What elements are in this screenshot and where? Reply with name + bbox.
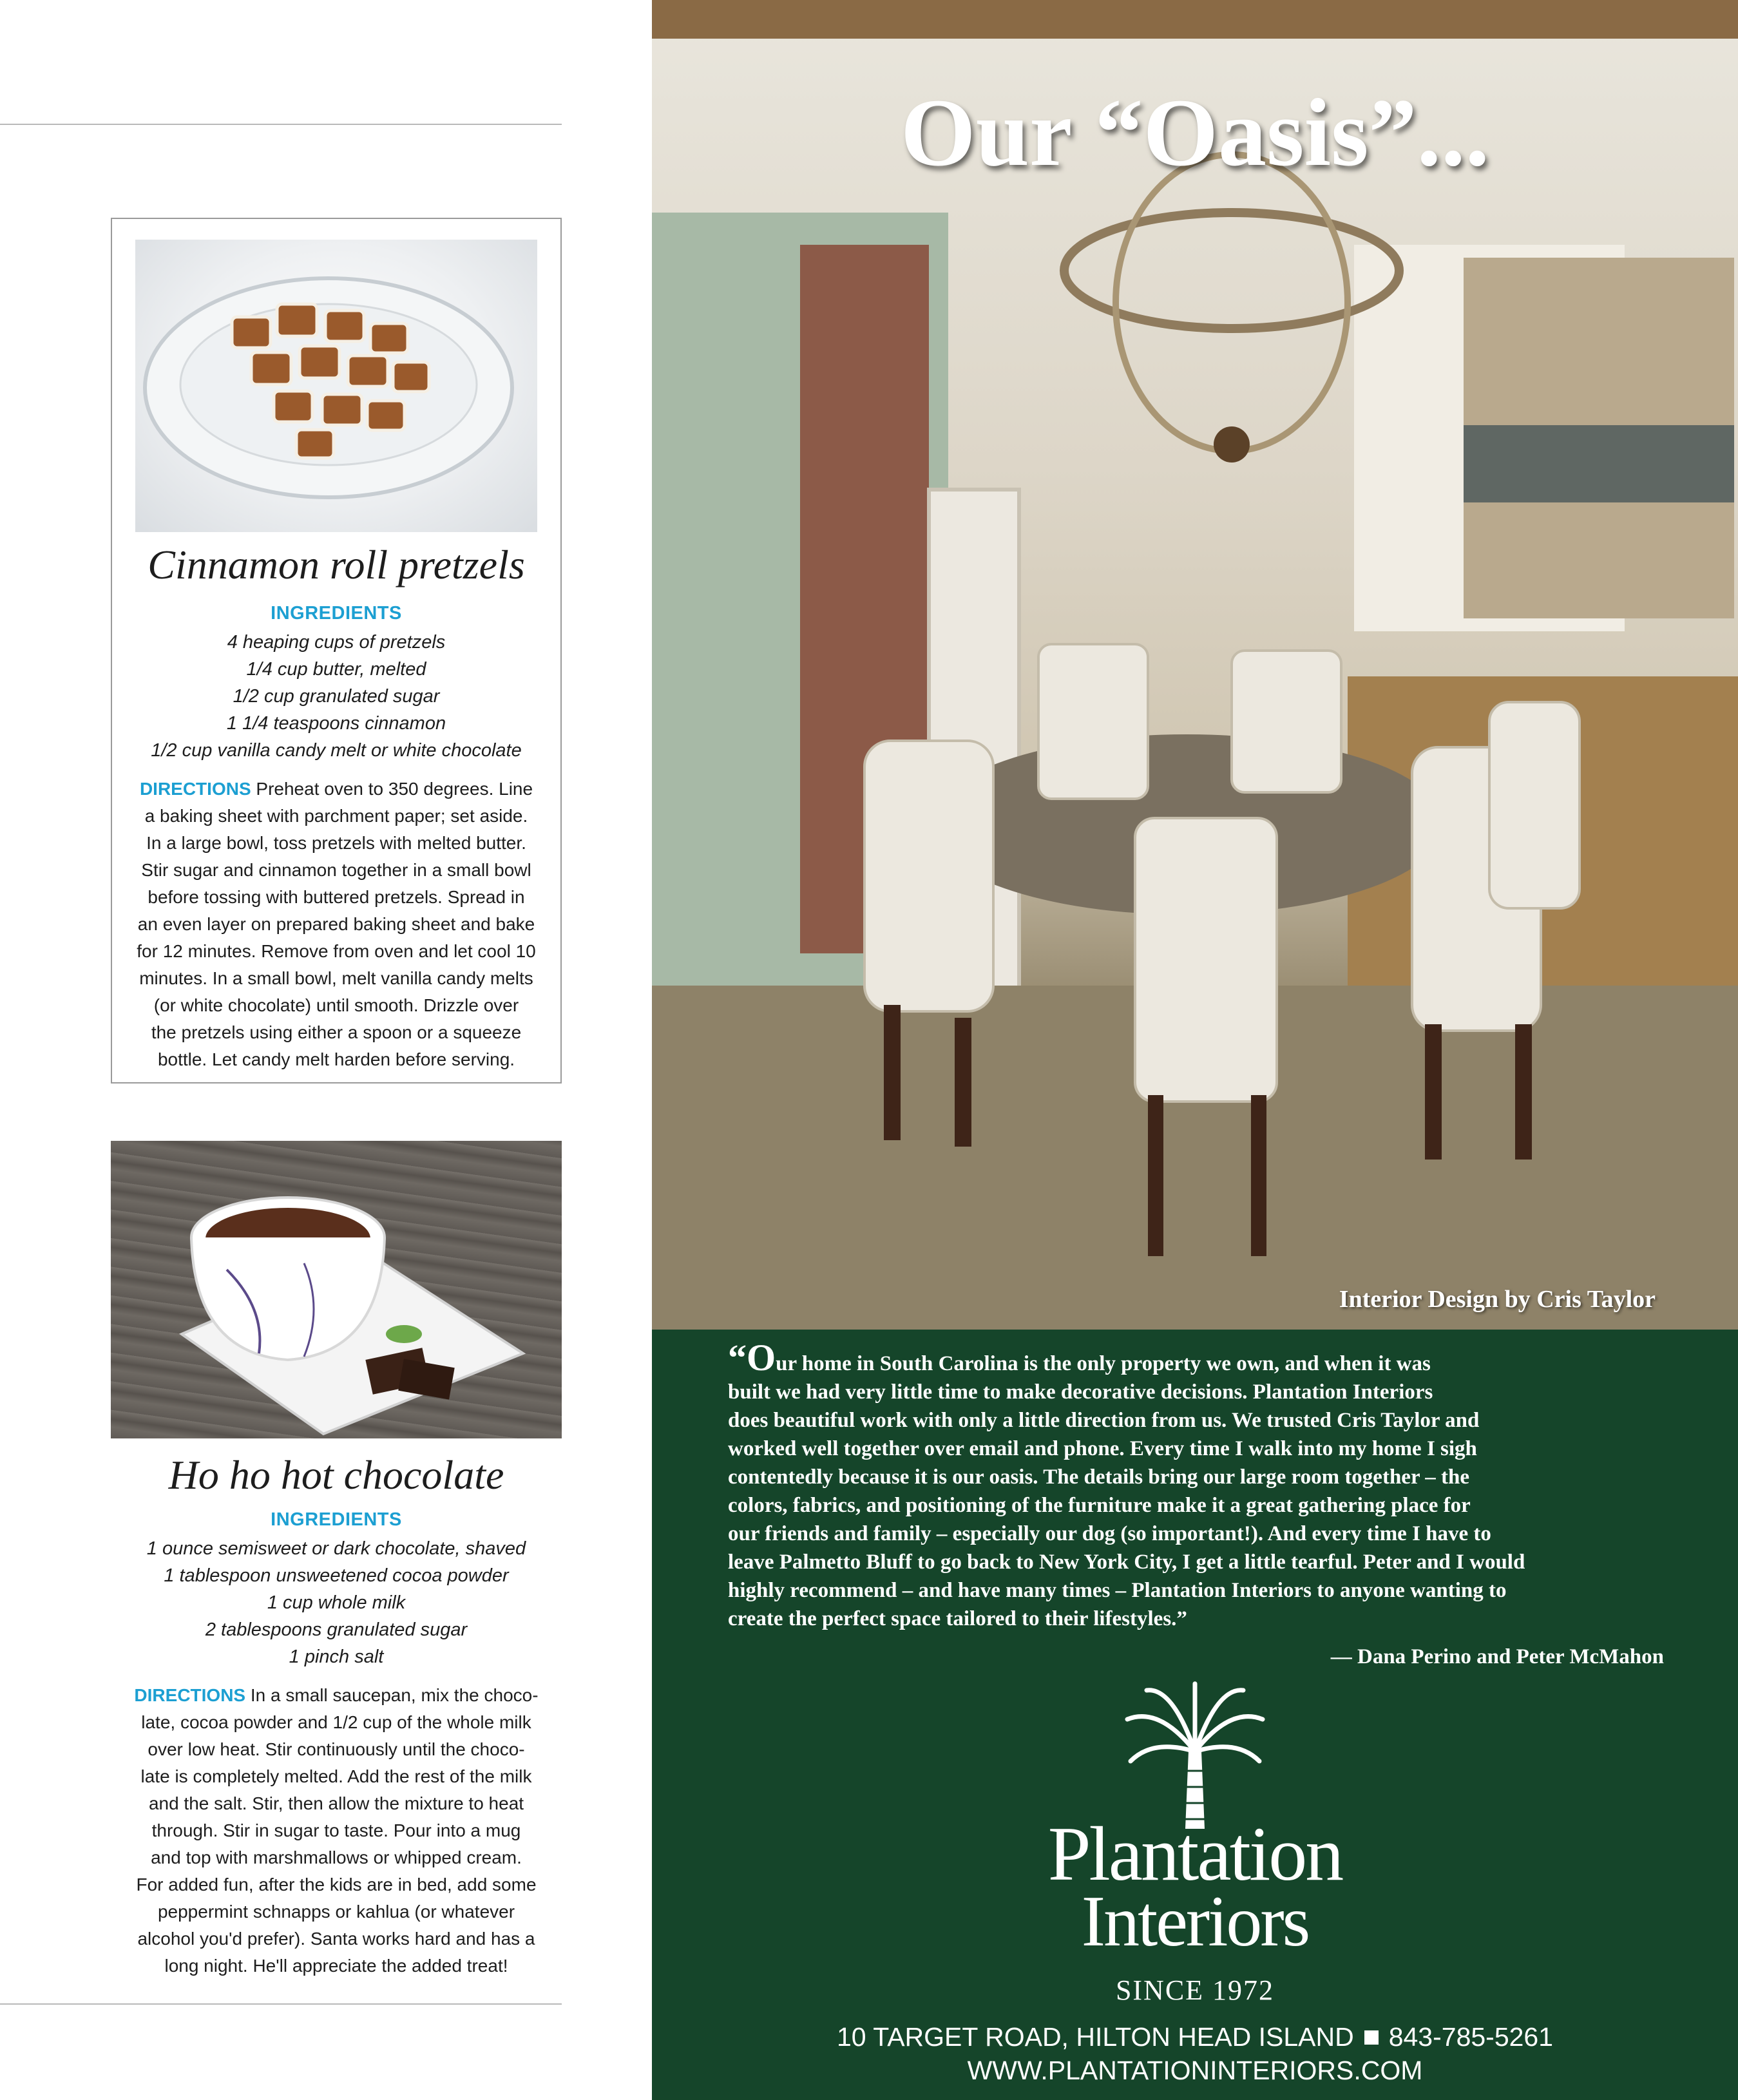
recipe-title: Cinnamon roll pretzels: [148, 542, 525, 587]
ingredient-item: 1/2 cup granulated sugar: [233, 686, 440, 707]
address: 10 TARGET ROAD, HILTON HEAD ISLAND: [836, 2022, 1354, 2052]
directions-text: [125, 776, 548, 1073]
directions-line: through. Stir in sugar to taste. Pour into a mug: [151, 1820, 521, 1840]
quote-line: ur home in South Carolina is the only property we own, and when it was: [776, 1352, 1431, 1375]
directions-line: bottle. Let candy melt harden before serving.: [157, 1049, 515, 1069]
quote-line: built we had very little time to make decorative decisions. Plantation Interiors: [728, 1380, 1433, 1404]
ingredient-item: 4 heaping cups of pretzels: [227, 632, 446, 653]
hot-chocolate-illustration: [111, 1141, 562, 1438]
directions-line: for 12 minutes. Remove from oven and let cool 10: [137, 941, 536, 961]
directions-line: late, cocoa powder and 1/2 cup of the whole milk: [141, 1712, 531, 1732]
ad-testimonial-panel: [652, 1330, 1738, 2100]
directions-line: the pretzels using either a spoon or a squeeze: [151, 1022, 522, 1042]
quote-line: our friends and family – especially our dog (so important!). And every time I have to: [728, 1522, 1491, 1545]
ingredient-item: 2 tablespoons granulated sugar: [205, 1619, 468, 1640]
ingredient-item: 1 tablespoon unsweetened cocoa powder: [164, 1565, 509, 1586]
directions-label: DIRECTIONS: [139, 779, 251, 799]
bottom-divider: [0, 2003, 562, 2005]
recipe-card-pretzels: [111, 218, 562, 1083]
photo-credit: Interior Design by Cris Taylor: [1339, 1286, 1656, 1313]
dining-room-photo: [652, 0, 1738, 1330]
ad-headline: Our “Oasis”...: [900, 79, 1490, 186]
directions-line: Preheat oven to 350 degrees. Line: [256, 779, 533, 799]
directions-line: alcohol you'd prefer). Santa works hard and has a: [137, 1929, 535, 1949]
top-divider: [0, 124, 562, 125]
quote-line: create the perfect space tailored to their lifestyles.”: [728, 1607, 1187, 1630]
hot-chocolate-photo: [111, 1141, 562, 1438]
brand-name-line1: Plantation: [1047, 1811, 1342, 1896]
ingredient-item: 1 cup whole milk: [267, 1592, 406, 1613]
ingredients-list: [112, 629, 560, 764]
directions-line: In a large bowl, toss pretzels with melted butter.: [146, 833, 526, 853]
directions-line: an even layer on prepared baking sheet and bake: [137, 914, 535, 934]
directions-line: For added fun, after the kids are in bed, add some: [136, 1875, 537, 1895]
directions-line: late is completely melted. Add the rest of the milk: [140, 1766, 532, 1786]
quote-line: contentedly because it is our oasis. The details bring our large room together – the: [728, 1465, 1469, 1489]
palm-tree-icon: [1121, 1681, 1269, 1829]
directions-line: a baking sheet with parchment paper; set aside.: [144, 806, 528, 826]
directions-text: [117, 1682, 555, 1980]
ingredient-item: 1 pinch salt: [289, 1647, 384, 1667]
phone-number[interactable]: 843-785-5261: [1388, 2022, 1554, 2052]
separator-square-icon: [1364, 2030, 1379, 2045]
quote-line: colors, fabrics, and positioning of the furniture make it a great gathering place for: [728, 1494, 1471, 1517]
directions-line: and the salt. Stir, then allow the mixture to heat: [148, 1793, 524, 1813]
directions-line: In a small saucepan, mix the choco-: [250, 1685, 539, 1705]
ingredients-list: [111, 1535, 562, 1670]
ingredient-item: 1/2 cup vanilla candy melt or white chocolate: [151, 740, 522, 761]
directions-line: peppermint schnapps or kahlua (or whatever: [157, 1902, 515, 1922]
quote-open: “O: [728, 1337, 776, 1379]
directions-line: Stir sugar and cinnamon together in a small bowl: [141, 860, 531, 880]
directions-line: (or white chocolate) until smooth. Drizzle over: [153, 995, 519, 1015]
testimonial-attribution: — Dana Perino and Peter McMahon: [1330, 1645, 1664, 1668]
dining-room-illustration: [652, 0, 1738, 1330]
quote-line: does beautiful work with only a little direction from us. We trusted Cris Taylor and: [728, 1409, 1480, 1432]
testimonial-quote: [728, 1337, 1694, 1633]
pretzel-plate-illustration: [135, 240, 537, 532]
brand-since: SINCE 1972: [1115, 1974, 1275, 2006]
directions-line: and top with marshmallows or whipped cream.: [151, 1847, 522, 1867]
quote-line: leave Palmetto Bluff to go back to New York City, I get a little tearful. Peter and I would: [728, 1551, 1525, 1574]
recipe-title: Ho ho hot chocolate: [168, 1452, 504, 1498]
ingredient-item: 1 1/4 teaspoons cinnamon: [226, 713, 446, 734]
quote-line: worked well together over email and phone. Every time I walk into my home I sigh: [728, 1437, 1477, 1460]
ingredients-label: INGREDIENTS: [271, 603, 402, 624]
ingredient-item: 1/4 cup butter, melted: [246, 659, 426, 680]
website-link[interactable]: WWW.PLANTATIONINTERIORS.COM: [967, 2056, 1423, 2085]
ingredient-item: 1 ounce semisweet or dark chocolate, shaved: [146, 1538, 526, 1559]
directions-line: over low heat. Stir continuously until the choco-: [148, 1739, 525, 1759]
directions-line: before tossing with buttered pretzels. Spread in: [148, 887, 525, 907]
recipe-card-hot-chocolate: [111, 1438, 562, 1992]
brand-name-line2: Interiors: [1081, 1882, 1309, 1962]
ingredients-label: INGREDIENTS: [271, 1509, 402, 1530]
pretzels-photo: [135, 240, 537, 532]
quote-line: highly recommend – and have many times – Plantation Interiors to anyone wanting to: [728, 1579, 1507, 1602]
directions-line: minutes. In a small bowl, melt vanilla candy melts: [139, 968, 533, 988]
contact-line: [652, 2022, 1738, 2052]
directions-line: long night. He'll appreciate the added treat!: [164, 1956, 508, 1976]
directions-label: DIRECTIONS: [134, 1685, 246, 1705]
